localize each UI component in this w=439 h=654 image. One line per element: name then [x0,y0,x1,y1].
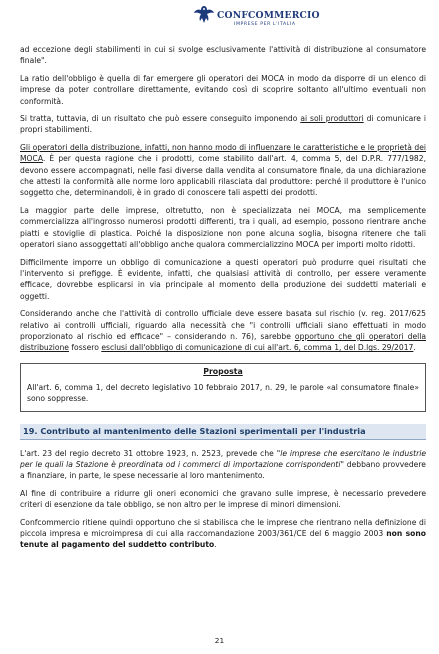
paragraph: L'art. 23 del regio decreto 31 ottobre 1923, n. 2523, prevede che "le imprese che esercitano le industrie per le quali la Stazione è preordinata od i commerci di importazione corrispondenti" debbano provvedere a finanziare, in parte, le spese necessarie al loro mantenimento. [20,448,426,481]
paragraph: Considerando anche che l'attività di controllo ufficiale deve essere basata sul rischio (v. reg. 2017/625 relativo ai controlli ufficiali, riguardo alla necessità che "i controlli ufficiali siano effettuati in modo proporzionato al rischio ed efficace" – considerando n. 76), sarebbe opportuno che gli operatori della distribuzione fossero esclusi dall'obbligo di comunicazione di cui all'art. 6, comma 1, del D.lgs. 29/2017. [20,309,426,353]
page-header [0,0,439,42]
paragraph: Si tratta, tuttavia, di un risultato che può essere conseguito imponendo ai soli produttori di comunicare i propri stabilimenti. [20,114,426,135]
paragraph: Gli operatori della distribuzione, infatti, non hanno modo di influenzare le caratteristiche e le proprietà dei MOCA. È per questa ragione che i prodotti, come stabilito dall'art. 4, comma 5, del D.P.R. 777/1982, devono essere accompagnati, nelle fasi diverse dalla vendita al consumatore finale, da una dichiarazione che attesti la conformità alle norme loro applicabili rilasciata dal produttore: perché il produttore è l'unico soggetto che, determinandoli, è in grado di conoscere tali aspetti dei prodotti. [20,142,426,198]
page-number: 21 [214,636,225,645]
document-body [20,44,426,557]
paragraph: ad eccezione degli stabilimenti in cui si svolge esclusivamente l'attività di distribuzione al consumatore finale". [20,45,426,66]
proposal-text: All'art. 6, comma 1, del decreto legislativo 10 febbraio 2017, n. 29, le parole «al consumatore finale» sono soppresse. [27,382,419,404]
bold-text: non sono tenute al pagamento del suddetto contributo [20,529,426,550]
paragraph: Difficilmente imporre un obbligo di comunicazione a questi operatori può produrre quei risultati che l'intervento si prefigge. È evidente, infatti, che qualsiasi attività di controllo, per essere veramente efficace, dovrebbe esplicarsi in via principale al momento della produzione dei suddetti materiali e oggetti. [20,257,426,301]
paragraph: La ratio dell'obbligo è quella di far emergere gli operatori dei MOCA in modo da disporre di un elenco di imprese da poter controllare direttamente, evitando così di scoprire soltanto all'ultimo eventuali non conformità. [20,73,426,106]
proposal-title: Proposta [203,366,243,376]
brand-subtitle: IMPRESE PER L'ITALIA [234,22,296,27]
paragraph: Confcommercio ritiene quindi opportuno che si stabilisca che le imprese che rientrano nella definizione di piccola impresa e microimpresa di cui alla raccomandazione 2003/361/CE del 6 maggio 2003 non sono tenute al pagamento del suddetto contributo. [20,517,426,550]
brand-name: CONFCOMMERCIO [217,10,320,21]
eagle-logo-icon [193,4,215,24]
confcommercio-logo [193,4,333,40]
underlined-text: esclusi dall'obbligo di comunicazione di cui all'art. 6, comma 1, del D.lgs. 29/2017 [101,343,414,353]
proposal-box [20,363,426,412]
section-heading: 19. Contributo al mantenimento delle Stazioni sperimentali per l'industria [20,424,426,440]
italic-quote: le imprese che esercitano le industrie per le quali la Stazione è preordinata od i commerci di importazione corrispondenti [20,448,426,469]
paragraph: Al fine di contribuire a ridurre gli oneri economici che gravano sulle imprese, è necessario prevedere criteri di esenzione da tale obbligo, se non altro per le imprese di minori dimensioni. [20,488,426,510]
underlined-text: opportuno che gli operatori della distribuzione [20,331,426,353]
underlined-text: ai soli produttori [300,114,364,124]
underlined-text: Gli operatori della distribuzione, infatti, non hanno modo di influenzare le caratteristiche e le proprietà dei MOCA [20,142,426,164]
paragraph: La maggior parte delle imprese, oltretutto, non è specializzata nei MOCA, ma semplicemente commercializza all'ingrosso numerosi prodotti differenti, tra i quali, ad esempio, possono rientrare anche piatti e stoviglie di plastica. Poiché la disposizione non pone alcuna soglia, bisogna ritenere che tali operatori siano assoggettati all'obbligo anche qualora commercializzino MOCA per importi molto ridotti. [20,205,426,250]
